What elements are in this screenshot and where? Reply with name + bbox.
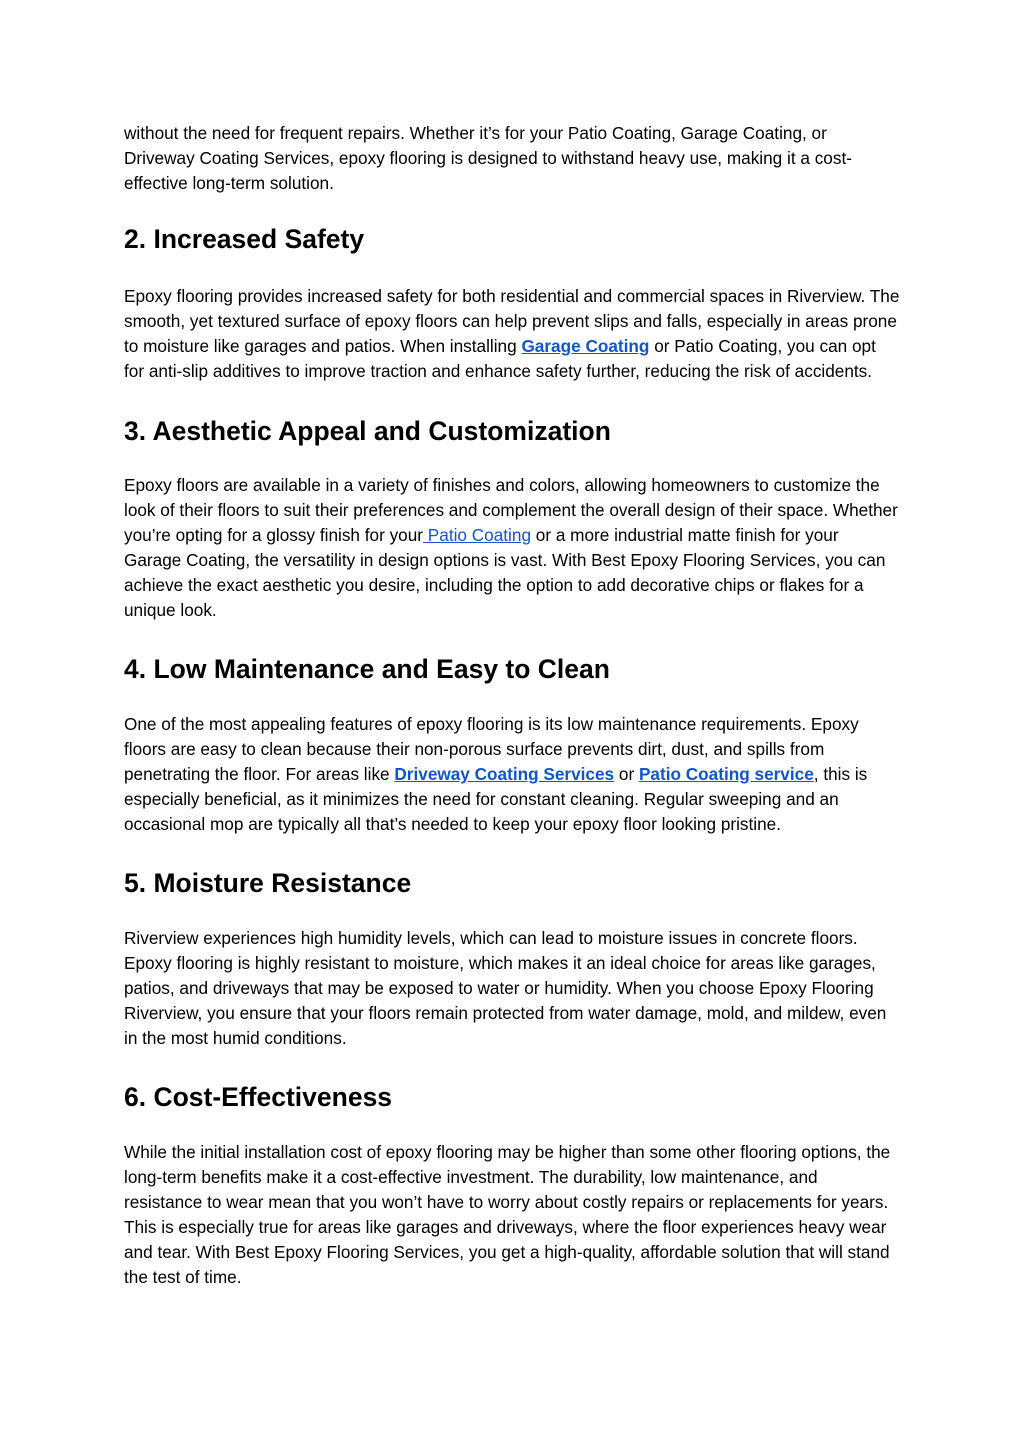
paragraph-text: or: [614, 764, 639, 784]
heading-increased-safety: 2. Increased Safety: [124, 224, 365, 254]
paragraph-text: Epoxy flooring provides increased safety for both residential and commercial spaces in Riverview. The smooth, yet textured surface of epoxy floors can help prevent slips and falls, especially in areas prone to moisture like garages and patios. When installing: [124, 286, 900, 356]
paragraph-text: , this is especially beneficial, as it minimizes the need for constant cleaning. Regular sweeping and an occasional mop are typically all that’s needed to keep your epoxy floor looking pristine.: [124, 764, 868, 834]
patio-coating-link[interactable]: Patio Coating: [423, 525, 531, 545]
paragraph-moisture-resistance: Riverview experiences high humidity levels, which can lead to moisture issues in concrete floors. Epoxy flooring is highly resistant to moisture, which makes it an ideal choice for areas like garages, patios, and driveways that may be exposed to water or humidity. When you choose Epoxy Flooring Riverview, you ensure that your floors remain protected from water damage, mold, and mildew, even in the most humid conditions.: [124, 928, 887, 1048]
paragraph-aesthetic-appeal: [124, 473, 900, 623]
heading-low-maintenance: 4. Low Maintenance and Easy to Clean: [124, 654, 610, 684]
heading-moisture-resistance: 5. Moisture Resistance: [124, 868, 412, 898]
heading-aesthetic-appeal: 3. Aesthetic Appeal and Customization: [124, 416, 611, 446]
heading-cost-effectiveness: 6. Cost-Effectiveness: [124, 1082, 393, 1112]
document-page: [124, 121, 900, 1290]
garage-coating-link[interactable]: Garage Coating: [521, 336, 650, 356]
driveway-coating-services-link[interactable]: Driveway Coating Services: [394, 764, 615, 784]
intro-paragraph: without the need for frequent repairs. Whether it’s for your Patio Coating, Garage Coating, or Driveway Coating Services, epoxy flooring is designed to withstand heavy use, making it a cost-effective long-term solution.: [124, 123, 852, 193]
paragraph-text: One of the most appealing features of epoxy flooring is its low maintenance requirements. Epoxy floors are easy to clean because their non-porous surface prevents dirt, dust, and spills from penetrating the floor. For areas like: [124, 714, 859, 784]
paragraph-low-maintenance: [124, 712, 900, 837]
paragraph-text: or Patio Coating, you can opt for anti-slip additives to improve traction and enhance safety further, reducing the risk of accidents.: [124, 336, 876, 381]
paragraph-text: Epoxy floors are available in a variety of finishes and colors, allowing homeowners to customize the look of their floors to suit their preferences and complement the overall design of their space. Whether you’re opting for a glossy finish for your: [124, 475, 898, 545]
patio-coating-service-link[interactable]: Patio Coating service: [638, 764, 814, 784]
paragraph-cost-effectiveness: While the initial installation cost of epoxy flooring may be higher than some other flooring options, the long-term benefits make it a cost-effective investment. The durability, low maintenance, and resistance to wear mean that you won’t have to worry about costly repairs or replacements for years. This is especially true for areas like garages and driveways, where the floor experiences heavy wear and tear. With Best Epoxy Flooring Services, you get a high-quality, affordable solution that will stand the test of time.: [124, 1142, 891, 1287]
paragraph-text: or a more industrial matte finish for your Garage Coating, the versatility in design options is vast. With Best Epoxy Flooring Services, you can achieve the exact aesthetic you desire, including the option to add decorative chips or flakes for a unique look.: [124, 525, 886, 620]
paragraph-increased-safety: [124, 284, 900, 384]
